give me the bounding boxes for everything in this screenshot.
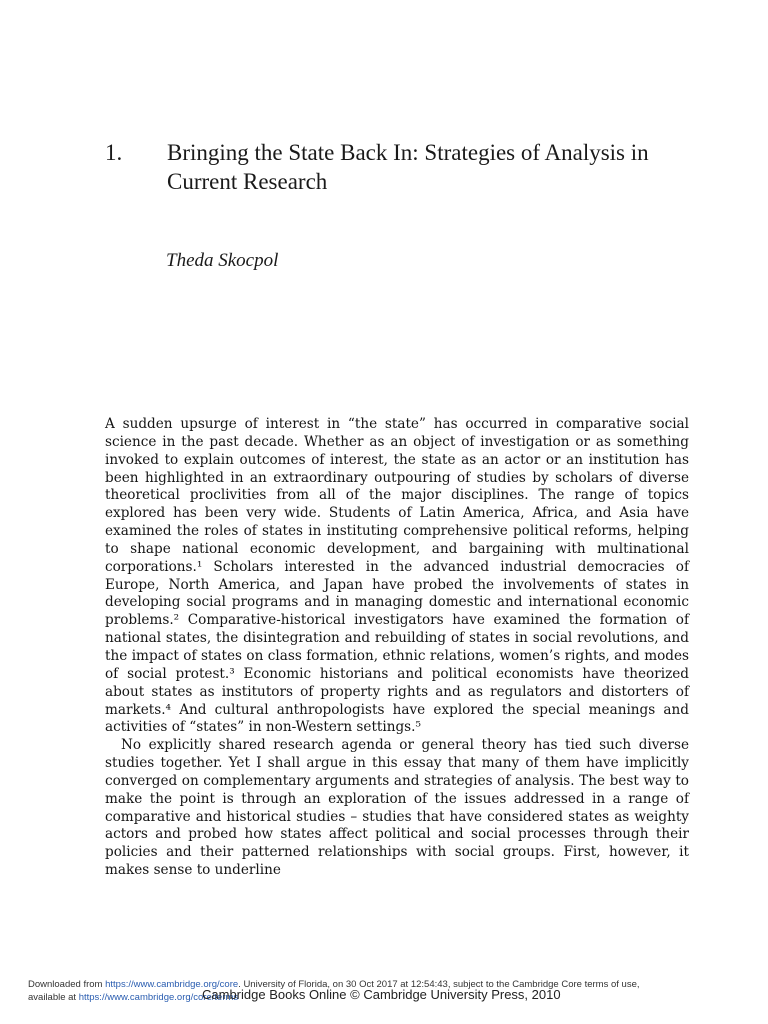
paragraph-2: No explicitly shared research agenda or general theory has tied such diverse studies together. Yet I shall argue in this essay that many of them have implicitly converged on complementary arguments and strategies of analysis. The best way to make the point is through an exploration of the issues addressed in a range of comparative and historical studies – studies that have considered states as weighty actors and probed how states affect political and social processes through their policies and their patterned relationships with social groups. First, however, it makes sense to underline: [105, 737, 689, 879]
author-name: Theda Skocpol: [166, 250, 279, 271]
footer-line-1-prefix: Downloaded from: [28, 979, 106, 990]
footer-line-2-prefix: available at: [28, 992, 79, 1003]
terms-link[interactable]: https://www.cambridge.org/core/terms: [78, 992, 239, 1003]
footer-line-1-suffix: . University of Florida, on 30 Oct 2017 at 12:54:43, subject to the Cambridge Core terms of use,: [238, 979, 640, 990]
copyright-credit: Cambridge Books Online © Cambridge University Press, 2010: [202, 987, 561, 1002]
paragraph-1: A sudden upsurge of interest in “the state” has occurred in comparative social science in the past decade. Whether as an object of investigation or as something invoked to explain outcomes of interest, the state as an actor or an institution has been highlighted in an extraordinary outpouring of studies by scholars of diverse theoretical proclivities from all of the major disciplines. The range of topics explored has been very wide. Students of Latin America, Africa, and Asia have examined the roles of states in instituting comprehensive political reforms, helping to shape national economic development, and bargaining with multinational corporations.¹ Scholars interested in the advanced industrial democracies of Europe, North America, and Japan have probed the involvements of states in developing social programs and in managing domestic and international economic problems.² Comparative-historical investigators have examined the formation of national states, the disintegration and rebuilding of states in social revolutions, and the impact of states on class formation, ethnic relations, women’s rights, and modes of social protest.³ Economic historians and political economists have theorized about states as institutors of property rights and as regulators and distorters of markets.⁴ And cultural anthropologists have explored the special meanings and activities of “states” in non-Western settings.⁵: [105, 416, 689, 736]
cambridge-core-link[interactable]: https://www.cambridge.org/core: [105, 979, 239, 990]
body-text: [105, 416, 689, 880]
chapter-title: Bringing the State Back In: Strategies of Analysis in Current Research: [167, 140, 649, 194]
chapter-number: 1.: [105, 140, 123, 165]
